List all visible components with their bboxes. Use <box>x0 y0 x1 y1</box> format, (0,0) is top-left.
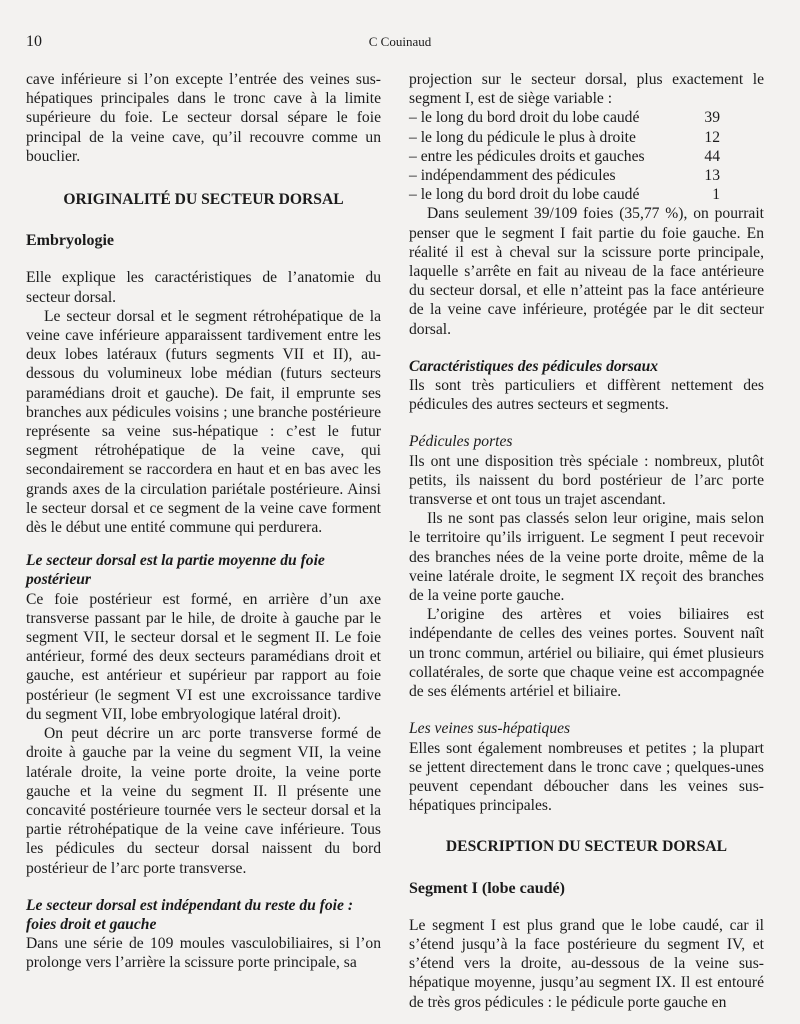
paragraph-caracteristiques: Ils sont très particuliers et diffèrent nettement des pédicules des autres secteurs et segments. <box>409 377 764 414</box>
stat-value: 13 <box>704 167 720 185</box>
paragraph-embryo-2: Le secteur dorsal et le segment rétrohépatique de la veine cave inférieure apparaissent tardivement entre les deux lobes latéraux (futurs segments VII et II), au-dessous du volumineux lobe médian (futurs secteurs paramédians droit et gauche). De fait, il emprunte ses branches aux pédicules voisins ; une branche postérieure représente sa veine sus-hépatique : c’est le futur segment rétrohépatique de la veine cave, qui secondairement se raccordera en haut et en bas avec les grands axes de la circulation pariétale postérieure. Ainsi le secteur dorsal et ce segment de la veine cave forment dès le début une entité commune qui perdurera. <box>26 307 381 537</box>
section-heading-originalite: ORIGINALITÉ DU SECTEUR DORSAL <box>63 191 344 209</box>
subheading-caracteristiques: Caractéristiques des pédicules dorsaux <box>409 357 659 375</box>
paragraph-portes-1: Ils ont une disposition très spéciale : nombreux, plutôt petits, ils naissent du bord postérieur de l’arc porte transverse et ont tous un trajet ascendant. <box>409 452 764 509</box>
subheading-pedicules-portes: Pédicules portes <box>409 433 513 451</box>
paragraph-sus-hepatiques: Elles sont également nombreuses et petites ; la plupart se jettent directement dans le tronc cave ; quelques-unes peuvent cependant déboucher dans les veines sus-hépatiques principales. <box>409 739 764 815</box>
running-head-author: C Couinaud <box>368 34 432 49</box>
paragraph-moyenne-1: Ce foie postérieur est formé, en arrière d’un axe transverse passant par le hile, de droite à gauche par le segment VII, le secteur dorsal et le segment II. Le foie antérieur, formé des deux secteurs paramédians droit et gauche, est antérieur et supérieur par rapport au foie postérieur (le segment VI est une excroissance tardive du segment VII, lobe embryologique latéral droit). <box>26 590 381 723</box>
paragraph-portes-2: Ils ne sont pas classés selon leur origine, mais selon le territoire qu’ils irriguent. Le segment I peut recevoir des branches nées de la veine porte droite, même de la veine latérale droite, le segment IX reçoit des branches de la veine porte gauche. <box>409 510 764 605</box>
list-item <box>409 108 764 127</box>
list-item <box>409 147 764 166</box>
paragraph-intro: cave inférieure si l’on excepte l’entrée des veines sus-hépatiques principales dans le tronc cave à la limite supérieure du foie. Le secteur dorsal sépare le foie principal de la veine cave, qu’il recouvre comme un bouclier. <box>26 71 381 165</box>
stat-label: – indépendamment des pédicules <box>409 167 616 185</box>
subheading-independant: Le secteur dorsal est indépendant du reste du foie : foies droit et gauche <box>26 896 354 933</box>
right-column <box>409 70 764 1012</box>
left-column <box>26 70 381 973</box>
paragraph-seulement: Dans seulement 39/109 foies (35,77 %), on pourrait penser que le segment I fait partie du foie gauche. En réalité il est à cheval sur la scissure porte principale, laquelle s’arrête en fait au niveau de la face antérieure du secteur dorsal, et elle n’atteint pas la face antérieure de la veine cave inférieure, protégée par le dit secteur dorsal. <box>409 205 764 338</box>
stat-label: – le long du bord droit du lobe caudé <box>409 186 640 204</box>
section-heading-description: DESCRIPTION DU SECTEUR DORSAL <box>445 838 728 856</box>
projection-stats-list <box>409 108 764 204</box>
stat-label: – le long du pédicule le plus à droite <box>409 128 636 146</box>
page-number: 10 <box>26 33 42 50</box>
subheading-segment-i: Segment I (lobe caudé) <box>409 879 565 897</box>
list-item <box>409 128 764 147</box>
paragraph-portes-3: L’origine des artères et voies biliaires est indépendante de celles des veines portes. Souvent naît un tronc commun, artériel ou biliaire, qui émet plusieurs collatérales, de sorte que chaque veine est accompagnée de ses éléments artériel et biliaire. <box>409 606 764 701</box>
stat-label: – entre les pédicules droits et gauches <box>409 147 645 165</box>
paragraph-moyenne-2: On peut décrire un arc porte transverse formé de droite à gauche par la veine du segment VII, la veine latérale droite, la veine porte droite, la veine porte gauche et la veine du segment II. Il présente une concavité postérieure tournée vers le secteur dorsal et la partie rétrohépatique de la veine cave inférieure. Tous les pédicules du secteur dorsal naissent du bord postérieur de l’arc porte transverse. <box>26 725 381 877</box>
stat-label: – le long du bord droit du lobe caudé <box>409 109 640 127</box>
subheading-partie-moyenne: Le secteur dorsal est la partie moyenne du foie postérieur <box>26 552 325 589</box>
paragraph-projection: projection sur le secteur dorsal, plus exactement le segment I, est de siège variable : <box>409 71 764 108</box>
subheading-embryologie: Embryologie <box>26 232 114 250</box>
list-item <box>409 185 764 204</box>
subheading-sus-hepatiques: Les veines sus-hépatiques <box>409 720 571 738</box>
stat-value: 39 <box>704 109 720 127</box>
list-item <box>409 166 764 185</box>
stat-value: 1 <box>712 186 720 204</box>
stat-value: 12 <box>704 128 720 146</box>
paragraph-segment-i: Le segment I est plus grand que le lobe caudé, car il s’étend jusqu’à la face postérieure du segment IV, et s’étend vers la droite, au-dessous de la veine sus-hépatique moyenne, jusqu’au segment IX. Il est entouré de très gros pédicules : le pédicule porte gauche en <box>409 916 764 1011</box>
paragraph-embryo-1: Elle explique les caractéristiques de l’anatomie du secteur dorsal. <box>26 269 381 306</box>
paragraph-independant: Dans une série de 109 moules vasculobiliaires, si l’on prolonge vers l’arrière la scissure porte principale, sa <box>26 935 381 972</box>
stat-value: 44 <box>704 147 720 165</box>
